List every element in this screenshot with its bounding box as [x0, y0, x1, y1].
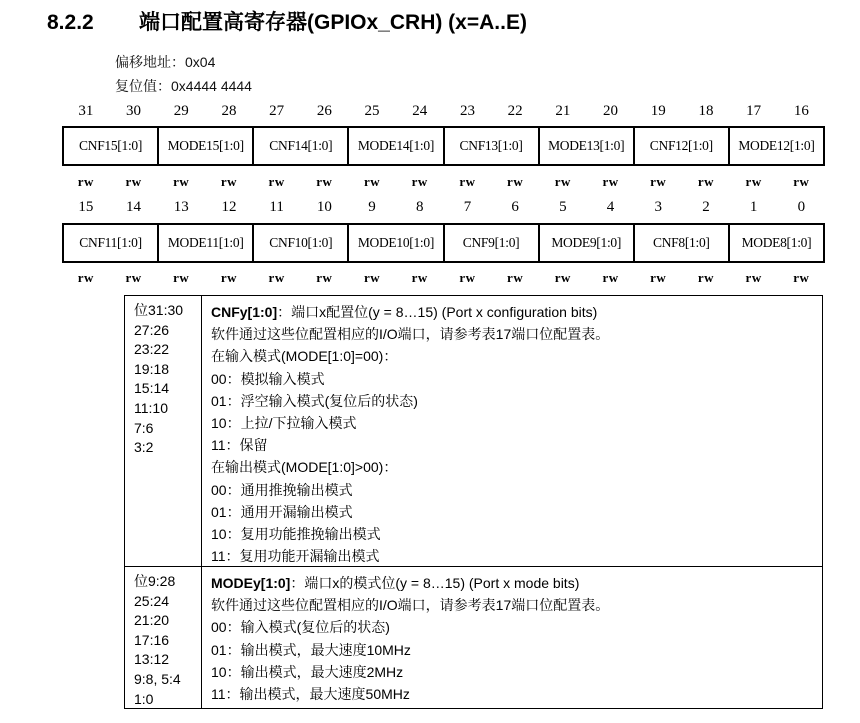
access-type: rw [77, 174, 94, 189]
access-type: rw [363, 174, 381, 189]
bit-number: 8 [415, 199, 424, 215]
bit-number: 13 [173, 199, 189, 215]
access-type: rw [125, 174, 142, 189]
upper-register-fields [62, 126, 825, 166]
access-type: rw [268, 270, 285, 285]
bit-range: 25:24 [134, 592, 170, 609]
bit-range: 位31:30 [134, 302, 184, 318]
description-line: 01：通用开漏输出模式 [211, 503, 353, 520]
bit-number: 18 [698, 103, 714, 119]
access-type: rw [173, 174, 190, 189]
access-type: rw [650, 174, 667, 189]
access-type: rw [793, 174, 810, 189]
register-field: MODE15[1:0] [159, 128, 254, 164]
access-type: rw [363, 270, 381, 285]
bit-number: 2 [702, 199, 710, 215]
bit-number: 11 [269, 199, 284, 215]
bit-number: 24 [412, 103, 428, 119]
access-type: rw [220, 174, 238, 189]
bit-number: 17 [746, 103, 762, 119]
access-type: rw [173, 270, 190, 285]
register-field: MODE9[1:0] [540, 225, 635, 261]
bit-number: 10 [316, 199, 332, 215]
bit-range: 21:20 [134, 612, 170, 629]
bit-description-table [124, 295, 823, 709]
reset-value: 复位值：0x4444 4444 [115, 78, 252, 94]
description-line: 00：模拟输入模式 [211, 370, 325, 387]
register-field: MODE13[1:0] [540, 128, 635, 164]
bit-number: 20 [603, 103, 619, 119]
bit-number: 1 [749, 199, 758, 215]
description-line: 软件通过这些位配置相应的I/O端口，请参考表17端口位配置表。 [211, 597, 610, 614]
access-type: rw [459, 270, 476, 285]
description-line: 软件通过这些位配置相应的I/O端口，请参考表17端口位配置表。 [211, 326, 610, 343]
description-line: 00：输入模式(复位后的状态) [211, 619, 390, 636]
bit-range: 11:10 [134, 399, 168, 416]
description-line: 在输入模式(MODE[1:0]=00)： [211, 348, 398, 365]
bit-number: 4 [606, 199, 615, 215]
upper-access-row [62, 174, 825, 192]
offset-address: 偏移地址：0x04 [115, 54, 216, 70]
mode-title [211, 572, 822, 594]
bit-number: 26 [316, 103, 332, 119]
mode-bit-positions [125, 567, 202, 708]
mode-description-text [202, 567, 822, 708]
bit-number: 16 [793, 103, 809, 119]
register-field: MODE10[1:0] [349, 225, 444, 261]
bit-range: 23:22 [134, 341, 170, 358]
access-type: rw [459, 174, 476, 189]
cnf-description-row [125, 296, 822, 566]
access-type: rw [77, 270, 94, 285]
field-title: ：端口x的模式位(y = 8…15) (Port x mode bits) [290, 575, 580, 591]
mode-description-row [125, 566, 822, 708]
bit-number: 0 [797, 199, 806, 215]
description-line: 01：浮空输入模式(复位后的状态) [211, 392, 418, 409]
lower-access-row [62, 270, 825, 288]
access-type: rw [316, 270, 333, 285]
section-title: 端口配置高寄存器(GPIOx_CRH) (x=A..E) [139, 11, 527, 34]
bit-number: 5 [559, 199, 567, 215]
field-name: CNFy[1:0] [211, 304, 278, 320]
access-type: rw [125, 270, 142, 285]
access-type: rw [745, 270, 762, 285]
bit-number: 25 [364, 103, 380, 119]
access-type: rw [507, 174, 524, 189]
register-field: MODE14[1:0] [349, 128, 444, 164]
bit-number: 7 [463, 199, 472, 215]
bit-number: 9 [368, 199, 376, 215]
description-line: 10：复用功能推挽输出模式 [211, 526, 381, 543]
bit-number: 14 [126, 199, 142, 215]
register-field: MODE12[1:0] [738, 138, 815, 153]
register-field: CNF11[1:0] [64, 225, 159, 261]
description-line: 10：输出模式，最大速度2MHz [211, 663, 404, 680]
bit-number: 21 [555, 103, 571, 119]
register-field: CNF13[1:0] [445, 128, 540, 164]
bit-number: 3 [654, 199, 662, 215]
access-type: rw [316, 174, 333, 189]
access-type: rw [650, 270, 667, 285]
access-type: rw [507, 270, 524, 285]
bit-number: 12 [221, 199, 237, 215]
register-field: MODE8[1:0] [741, 235, 812, 250]
bit-range: 位9:28 [134, 573, 176, 589]
description-line: 00：通用推挽输出模式 [211, 481, 353, 498]
field-name: MODEy[1:0] [211, 575, 291, 591]
bit-range: 7:6 [134, 419, 154, 436]
bit-range: 1:0 [134, 690, 154, 707]
bit-number: 28 [221, 103, 237, 119]
register-field: CNF9[1:0] [445, 225, 540, 261]
access-type: rw [220, 270, 238, 285]
bit-number: 23 [459, 103, 475, 119]
register-field: CNF8[1:0] [635, 225, 730, 261]
register-field: CNF10[1:0] [254, 225, 349, 261]
section-number: 8.2.2 [47, 11, 94, 34]
description-line: 在输出模式(MODE[1:0]>00)： [211, 459, 398, 476]
register-field: CNF14[1:0] [254, 128, 349, 164]
access-type: rw [793, 270, 810, 285]
bit-number: 29 [173, 103, 189, 119]
cnf-title [211, 301, 822, 323]
description-line: 11：保留 [211, 437, 268, 454]
lower-bit-numbers [62, 199, 825, 219]
register-field: CNF12[1:0] [635, 128, 730, 164]
bit-number: 15 [78, 199, 94, 215]
cnf-description-text [202, 296, 822, 566]
bit-number: 27 [269, 103, 285, 119]
field-title: ：端口x配置位(y = 8…15) (Port x configuration bits) [277, 304, 598, 320]
description-line: 01：输出模式，最大速度10MHz [211, 641, 411, 658]
access-type: rw [602, 174, 619, 189]
access-type: rw [411, 174, 428, 189]
register-field: CNF15[1:0] [64, 128, 159, 164]
bit-number: 19 [650, 103, 666, 119]
bit-number: 30 [126, 103, 142, 119]
bit-number: 6 [511, 199, 519, 215]
description-line: 11：复用功能开漏输出模式 [211, 548, 380, 565]
upper-bit-numbers [62, 103, 825, 123]
cnf-bit-positions [125, 296, 202, 566]
bit-range: 27:26 [134, 321, 170, 338]
access-type: rw [411, 270, 428, 285]
bit-range: 19:18 [134, 360, 170, 377]
section-heading [47, 6, 527, 36]
access-type: rw [697, 270, 715, 285]
access-type: rw [268, 174, 285, 189]
description-line: 10：上拉/下拉输入模式 [211, 415, 357, 432]
access-type: rw [554, 174, 571, 189]
bit-number: 31 [78, 103, 94, 119]
bit-range: 13:12 [134, 651, 170, 668]
access-type: rw [697, 174, 715, 189]
register-field: MODE11[1:0] [159, 225, 254, 261]
description-line: 11：输出模式，最大速度50MHz [211, 686, 410, 703]
bit-range: 17:16 [134, 631, 170, 648]
access-type: rw [554, 270, 571, 285]
bit-range: 9:8, 5:4 [134, 670, 181, 687]
lower-register-fields [62, 223, 825, 263]
bit-range: 15:14 [134, 380, 170, 397]
access-type: rw [745, 174, 762, 189]
access-type: rw [602, 270, 619, 285]
bit-number: 22 [507, 103, 523, 119]
bit-range: 3:2 [134, 439, 154, 456]
